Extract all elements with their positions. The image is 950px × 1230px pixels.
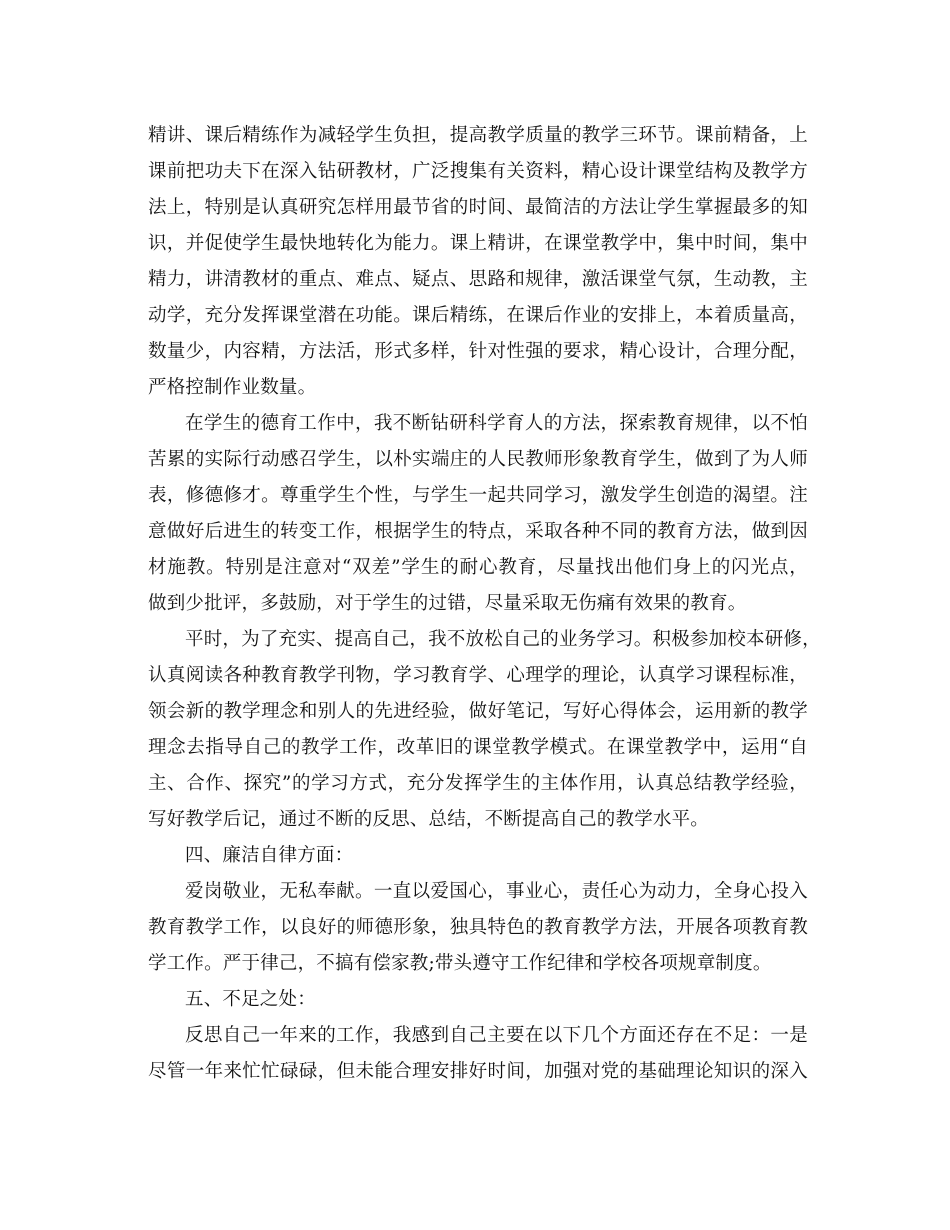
text-line: 课前把功夫下在深入钻研教材，广泛搜集有关资料，精心设计课堂结构及教学方 bbox=[148, 161, 808, 182]
text-line: 爱岗敬业，无私奉献。一直以爱国心，事业心，责任心为动力，全身心投入 bbox=[185, 881, 808, 902]
text-line: 材施教。特别是注意对“双差”学生的耐心教育，尽量找出他们身上的闪光点， bbox=[148, 557, 808, 578]
text-line: 认真阅读各种教育教学刊物，学习教育学、心理学的理论，认真学习课程标准， bbox=[148, 665, 808, 686]
text-line: 精讲、课后精练作为减轻学生负担，提高教学质量的教学三环节。课前精备，上 bbox=[148, 125, 808, 146]
text-line: 精力，讲清教材的重点、难点、疑点、思路和规律，激活课堂气氛，生动教，主 bbox=[148, 269, 808, 290]
text-line: 五、不足之处： bbox=[185, 989, 316, 1010]
text-line: 尽管一年来忙忙碌碌，但未能合理安排好时间，加强对党的基础理论知识的深入 bbox=[148, 1061, 808, 1082]
text-line: 表，修德修才。尊重学生个性，与学生一起共同学习，激发学生创造的渴望。注 bbox=[148, 485, 808, 506]
text-line: 理念去指导自己的教学工作，改革旧的课堂教学模式。在课堂教学中，运用“自 bbox=[148, 737, 808, 758]
text-line: 教育教学工作，以良好的师德形象，独具特色的教育教学方法，开展各项教育教 bbox=[148, 917, 808, 938]
text-line: 写好教学后记，通过不断的反思、总结，不断提高自己的教学水平。 bbox=[148, 809, 710, 830]
text-line: 法上，特别是认真研究怎样用最节省的时间、最简洁的方法让学生掌握最多的知 bbox=[148, 197, 808, 218]
text-line: 在学生的德育工作中，我不断钻研科学育人的方法，探索教育规律，以不怕 bbox=[185, 413, 808, 434]
text-line: 苦累的实际行动感召学生，以朴实端庄的人民教师形象教育学生，做到了为人师 bbox=[148, 449, 808, 470]
text-line: 动学，充分发挥课堂潜在功能。课后精练，在课后作业的安排上，本着质量高， bbox=[148, 305, 808, 326]
text-line: 主、合作、探究”的学习方式，充分发挥学生的主体作用，认真总结教学经验， bbox=[148, 773, 808, 794]
text-line: 做到少批评，多鼓励，对于学生的过错，尽量采取无伤痛有效果的教育。 bbox=[148, 593, 747, 614]
text-line: 四、廉洁自律方面： bbox=[185, 845, 354, 866]
text-line: 学工作。严于律己，不搞有偿家教;带头遵守工作纪律和学校各项规章制度。 bbox=[148, 953, 772, 974]
text-line: 数量少，内容精，方法活，形式多样，针对性强的要求，精心设计，合理分配， bbox=[148, 341, 808, 362]
text-line: 识，并促使学生最快地转化为能力。课上精讲，在课堂教学中，集中时间，集中 bbox=[148, 233, 808, 254]
text-line: 反思自己一年来的工作，我感到自己主要在以下几个方面还存在不足：一是 bbox=[185, 1025, 808, 1046]
document-body bbox=[148, 118, 821, 1090]
text-line: 平时，为了充实、提高自己，我不放松自己的业务学习。积极参加校本研修， bbox=[185, 629, 821, 650]
text-line: 严格控制作业数量。 bbox=[148, 377, 317, 398]
text-line: 领会新的教学理念和别人的先进经验，做好笔记，写好心得体会，运用新的教学 bbox=[148, 701, 808, 722]
text-line: 意做好后进生的转变工作，根据学生的特点，采取各种不同的教育方法，做到因 bbox=[148, 521, 808, 542]
